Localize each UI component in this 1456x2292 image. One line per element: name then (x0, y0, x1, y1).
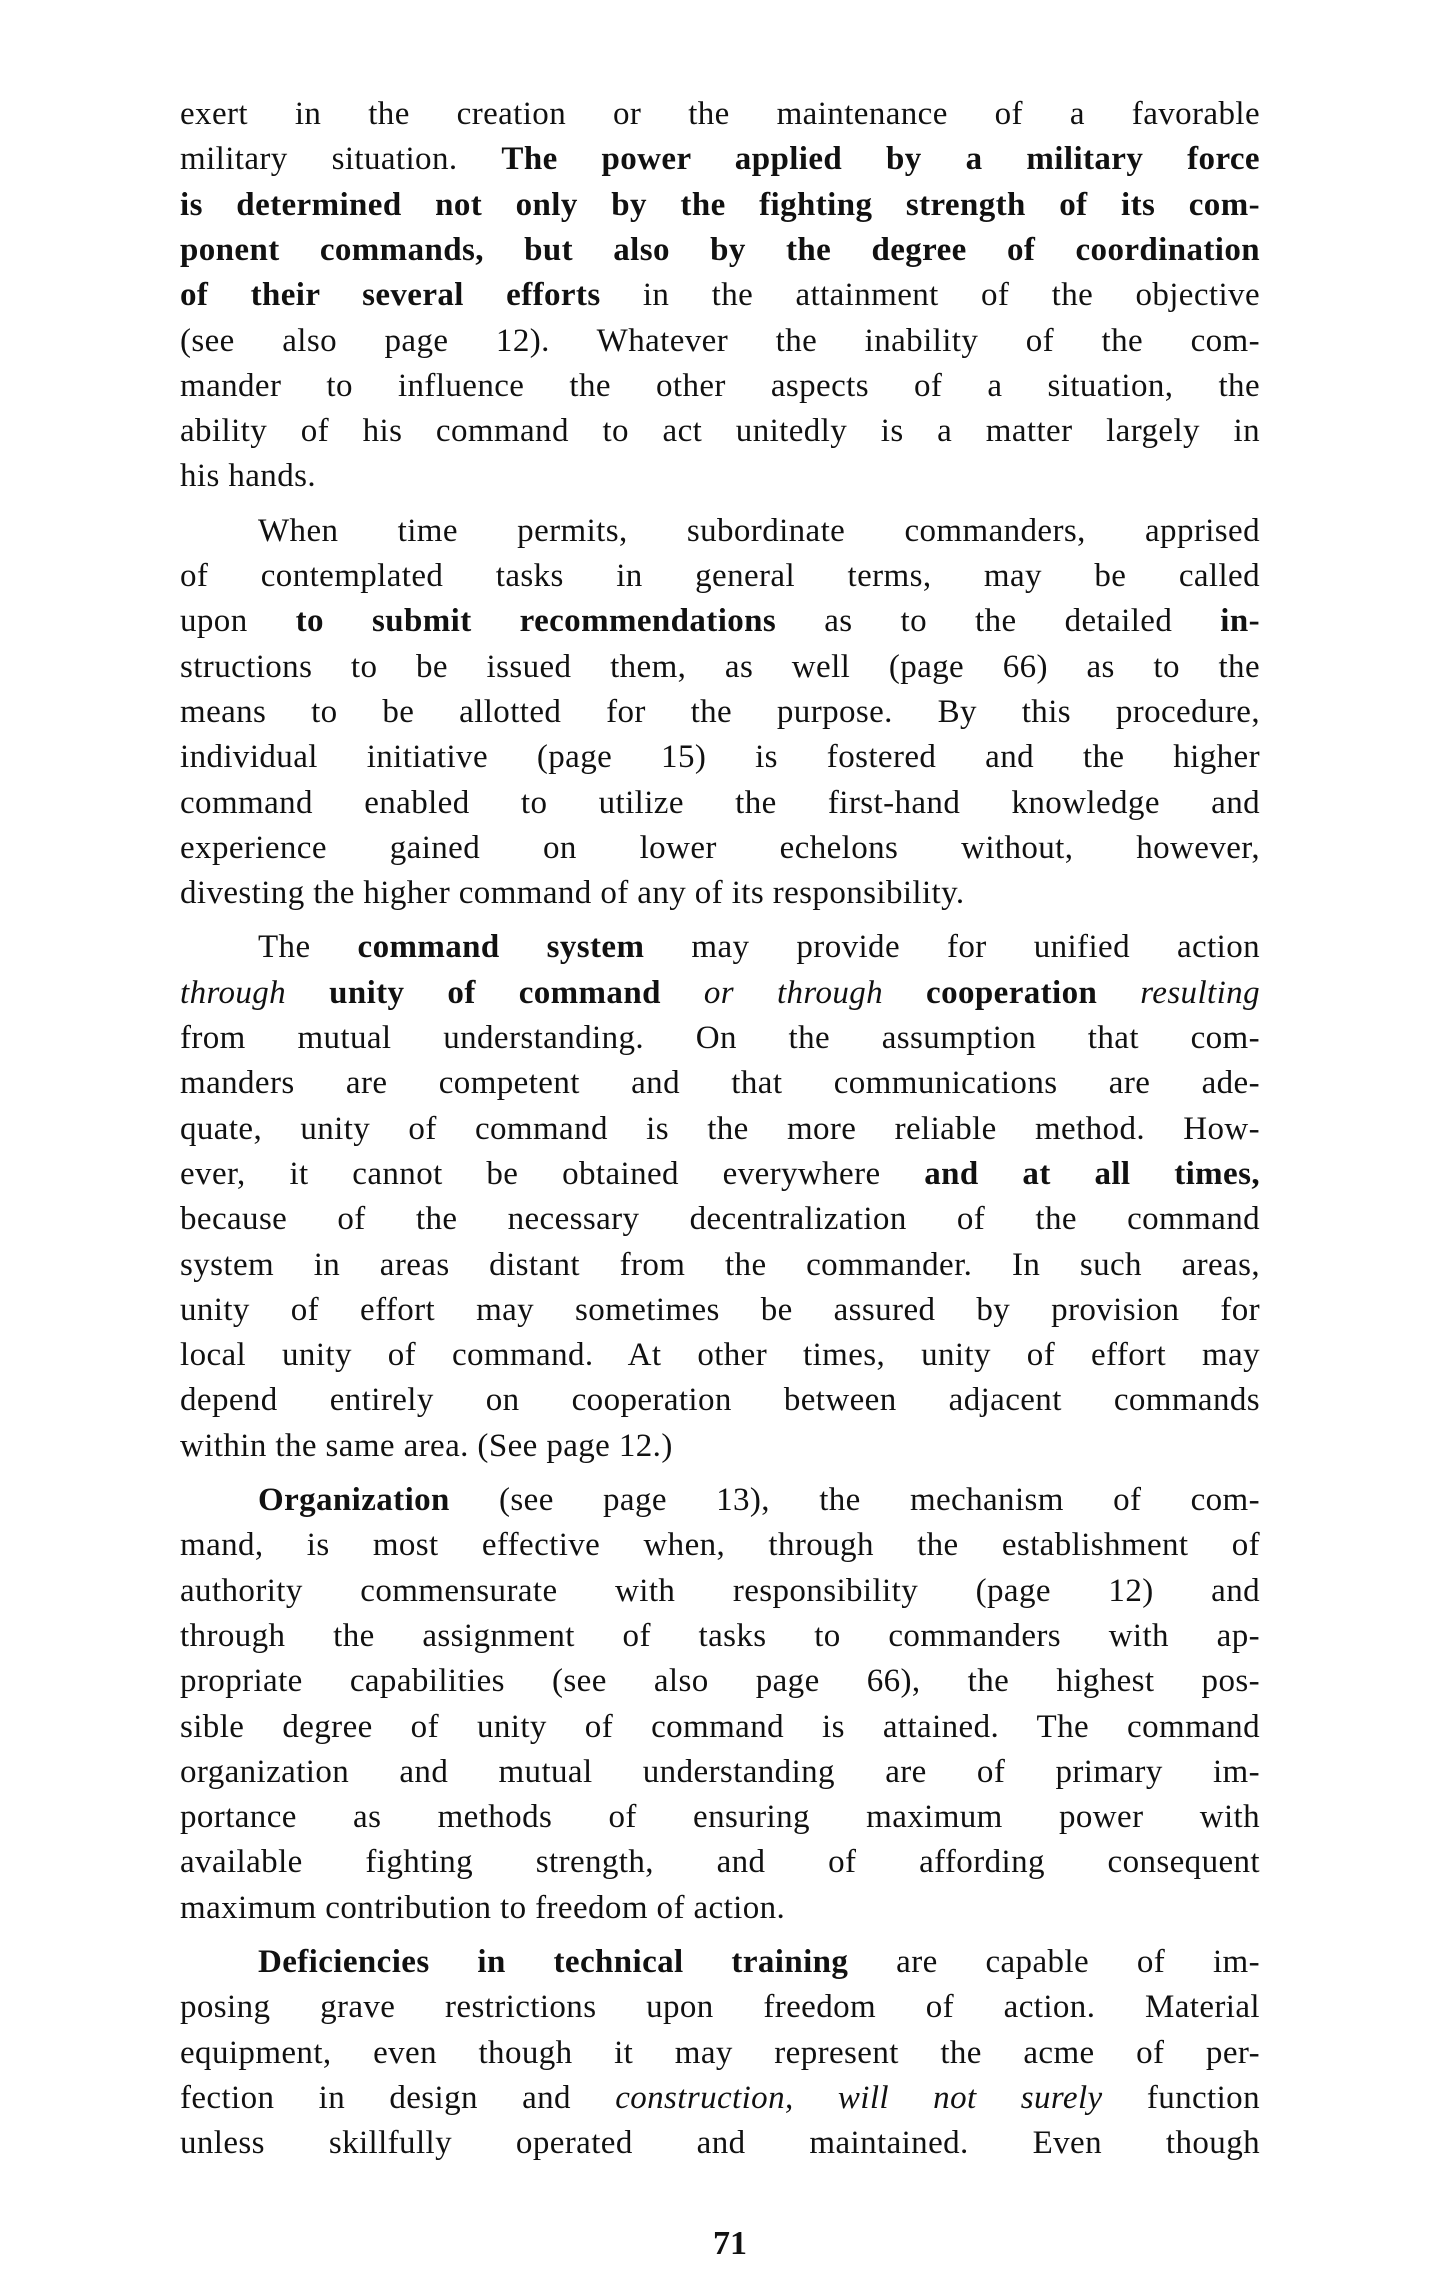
text-line (180, 1332, 1260, 1378)
text-span: military situation. (180, 141, 502, 178)
italic-text: through (180, 974, 330, 1011)
text-span: local unity of command. At other times, unity of effort may (180, 1337, 1260, 1374)
text-line (180, 1984, 1260, 2030)
text-span: upon (180, 603, 296, 640)
text-span: individual initiative (page 15) is fostered and the higher (180, 739, 1260, 776)
text-line (180, 1794, 1260, 1840)
text-span: exert in the creation or the maintenance of a favorable (180, 96, 1260, 132)
text-line (180, 644, 1260, 690)
text-line (180, 318, 1260, 364)
text-span: within the same area. (See page 12.) (180, 1427, 673, 1464)
text-span: ability of his command to act unitedly is a matter largely in (180, 413, 1260, 450)
text-span: unless skillfully operated and maintained. Even though (180, 2125, 1260, 2162)
text-line (180, 508, 1260, 554)
text-line (180, 924, 1260, 970)
text-span: available fighting strength, and of affording consequent (180, 1844, 1260, 1881)
text-span: ever, it cannot be obtained everywhere (180, 1155, 925, 1192)
italic-text: or through (660, 974, 927, 1011)
text-line (180, 1106, 1260, 1152)
italic-text: construction, will not surely (615, 2079, 1103, 2116)
text-span: experience gained on lower echelons without, however, (180, 829, 1260, 866)
text-span: maximum contribution to freedom of action. (180, 1889, 786, 1926)
text-line (180, 970, 1260, 1016)
text-line (180, 363, 1260, 409)
text-span: may provide for unified action (644, 929, 1261, 966)
text-line (180, 453, 1260, 499)
text-span: unity of effort may sometimes be assured by provision for (180, 1291, 1260, 1328)
text-line (180, 598, 1260, 644)
text-line (180, 182, 1260, 228)
bold-text: and at all times, (924, 1155, 1260, 1192)
text-span: his hands. (180, 458, 316, 495)
text-line (180, 1196, 1260, 1242)
bold-text: ponent commands, but also by the degree of coordination (180, 231, 1260, 268)
text-line (180, 1839, 1260, 1885)
text-line (180, 2120, 1260, 2166)
text-line (180, 136, 1260, 182)
text-span: command enabled to utilize the first-hand knowledge and (180, 784, 1260, 821)
text-span: organization and mutual understanding are of primary im- (180, 1753, 1260, 1790)
text-line (180, 825, 1260, 871)
text-span: structions to be issued them, as well (page 66) as to the (180, 648, 1260, 685)
text-span: (see also page 12). Whatever the inability of the com- (180, 322, 1260, 359)
text-span: manders are competent and that communications are ade- (180, 1065, 1260, 1102)
text-span: portance as methods of ensuring maximum power with (180, 1799, 1260, 1836)
text-line (180, 408, 1260, 454)
text-span: divesting the higher command of any of its responsibility. (180, 875, 965, 912)
text-line (180, 1377, 1260, 1423)
text-line (180, 1749, 1260, 1795)
bold-text: to submit recommendations (295, 603, 777, 640)
text-line (180, 91, 1260, 137)
text-span: propriate capabilities (see also page 66), the highest pos- (180, 1663, 1260, 1700)
text-span: are capable of im- (848, 1944, 1260, 1980)
text-span: mand, is most effective when, through the establishment of (180, 1527, 1260, 1564)
text-line (180, 1015, 1260, 1061)
bold-text: command system (357, 929, 645, 966)
text-line (180, 1568, 1260, 1614)
text-line (180, 1658, 1260, 1704)
text-line (180, 1522, 1260, 1568)
text-span: means to be allotted for the purpose. By this procedure, (180, 693, 1260, 730)
text-span: in the attainment of the objective (600, 277, 1260, 314)
text-line (180, 1477, 1260, 1523)
bold-text: The power applied by a military force (501, 141, 1260, 178)
text-line (180, 780, 1260, 826)
text-span: depend entirely on cooperation between adjacent commands (180, 1382, 1260, 1419)
text-span: from mutual understanding. On the assumption that com- (180, 1020, 1260, 1056)
text-line (180, 689, 1260, 735)
text-line (180, 1060, 1260, 1106)
text-line (180, 734, 1260, 780)
text-line (180, 227, 1260, 273)
text-span: system in areas distant from the commander. In such areas, (180, 1246, 1260, 1283)
bold-text: of their several efforts (180, 277, 601, 314)
text-span: When time permits, subordinate commanders, apprised (258, 512, 1260, 549)
text-span: authority commensurate with responsibility (page 12) and (180, 1572, 1260, 1609)
text-line (180, 1939, 1260, 1985)
text-span: fection in design and (180, 2079, 616, 2116)
text-span: sible degree of unity of command is attained. The command (180, 1708, 1260, 1745)
bold-text: is determined not only by the fighting strength of its com- (180, 186, 1260, 223)
bold-text: unity of command (329, 974, 661, 1011)
text-line (180, 1423, 1260, 1469)
text-span: equipment, even though it may represent the acme of per- (180, 2034, 1260, 2071)
text-line (180, 1613, 1260, 1659)
text-span: (see page 13), the mechanism of com- (449, 1482, 1260, 1518)
text-span: quate, unity of command is the more reliable method. How- (180, 1110, 1260, 1147)
text-line (180, 553, 1260, 599)
text-span: The (258, 929, 358, 966)
text-line (180, 2075, 1260, 2121)
bold-text: in- (1220, 603, 1261, 640)
bold-text: Deficiencies in technical training (258, 1944, 849, 1980)
text-line (180, 870, 1260, 916)
text-line (180, 272, 1260, 318)
text-span: through the assignment of tasks to commanders with ap- (180, 1617, 1260, 1654)
text-line (180, 2030, 1260, 2076)
text-span: of contemplated tasks in general terms, may be called (180, 558, 1260, 594)
text-line (180, 1885, 1260, 1931)
text-line (180, 1242, 1260, 1288)
bold-text: Organization (258, 1482, 450, 1518)
page-number: 71 (713, 2225, 747, 2262)
bold-text: cooperation (926, 974, 1098, 1011)
text-line (180, 1287, 1260, 1333)
italic-text: resulting (1097, 974, 1260, 1011)
text-line (180, 1704, 1260, 1750)
text-span: function (1102, 2079, 1260, 2116)
text-span: posing grave restrictions upon freedom of action. Material (180, 1989, 1260, 2026)
text-span: as to the detailed (776, 603, 1221, 640)
text-span: mander to influence the other aspects of a situation, the (180, 367, 1260, 404)
text-span: because of the necessary decentralization of the command (180, 1201, 1260, 1238)
text-line (180, 1151, 1260, 1197)
